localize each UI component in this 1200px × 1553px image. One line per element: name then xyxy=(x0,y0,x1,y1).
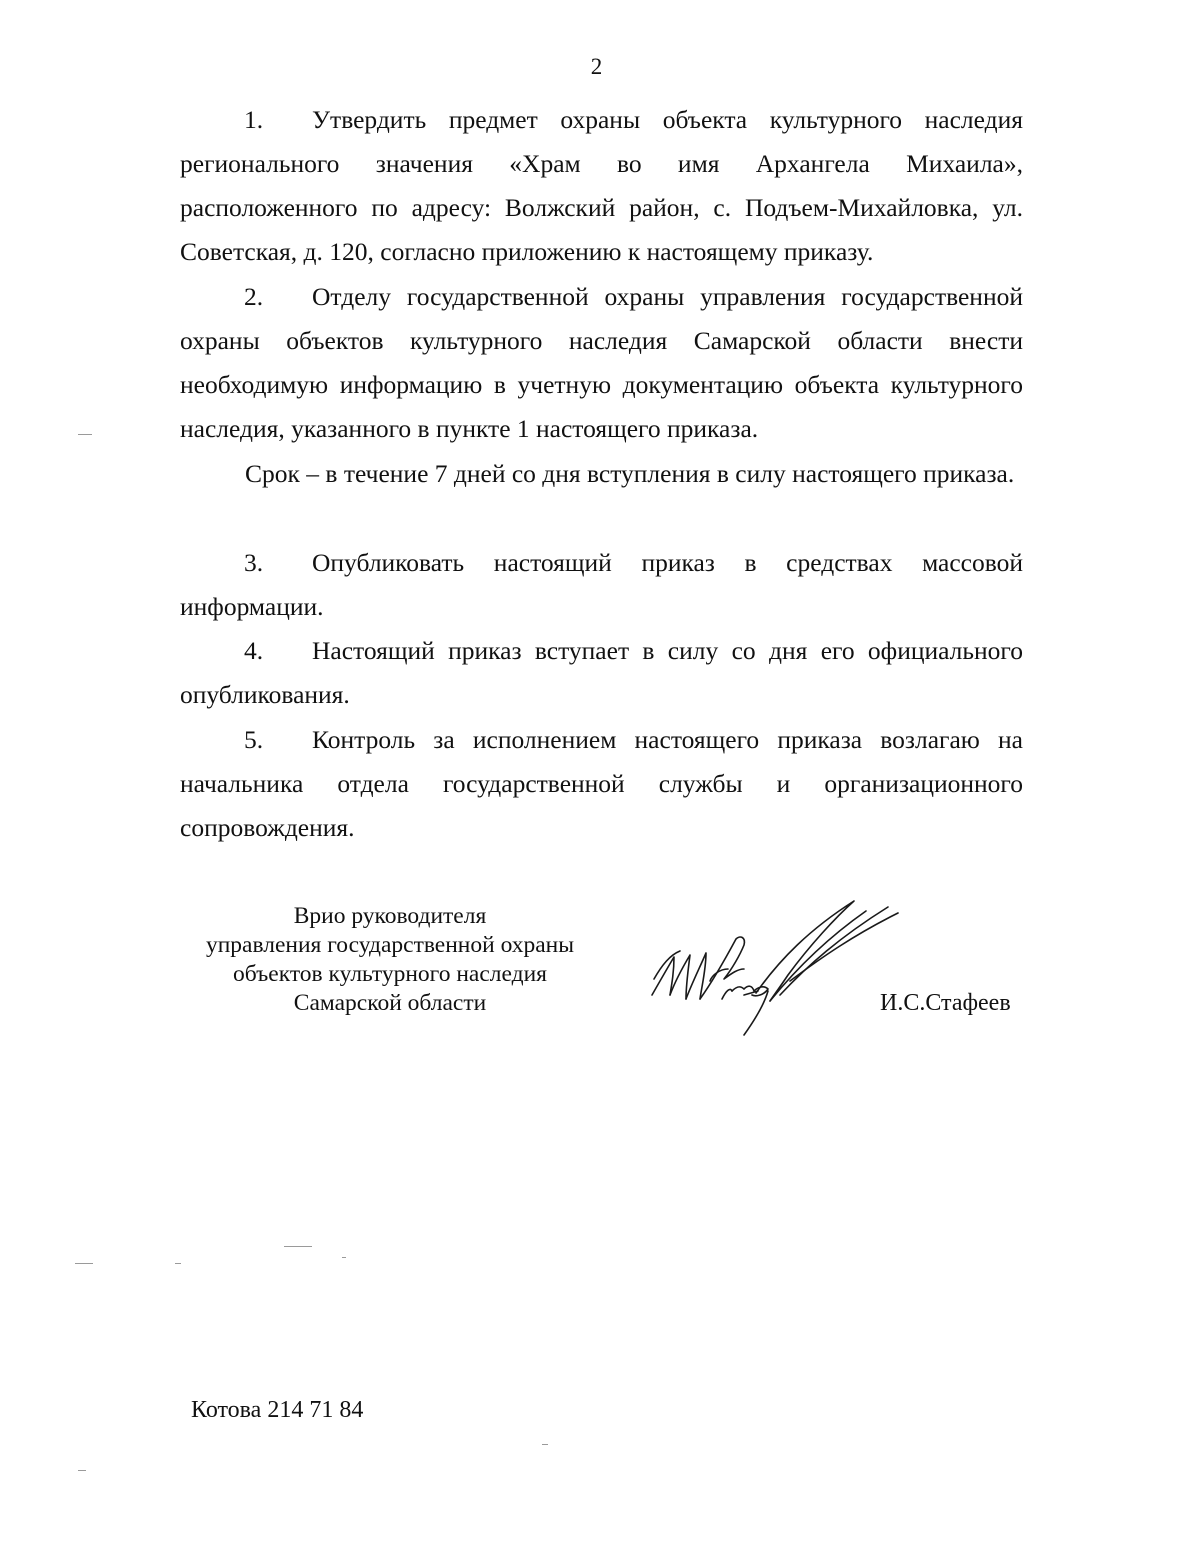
item-number: 2. xyxy=(244,282,264,311)
item-number: 3. xyxy=(244,548,264,577)
item-text: Отделу государственной охраны управления государственной охраны объектов культурного наследия Самарской области внести необходимую информацию в учетную документацию объекта культурного наследия, указанного в пункте 1 настоящего приказа. xyxy=(180,282,1023,443)
item-text: Контроль за исполнением настоящего приказа возлагаю на начальника отдела государственной службы и организационного сопровождения. xyxy=(180,725,1023,842)
page-number: 2 xyxy=(590,54,603,79)
scan-artifact xyxy=(175,1263,181,1264)
deadline-text: Срок – в течение 7 дней со дня вступления в силу настоящего приказа. xyxy=(245,459,1015,488)
position-line: Самарской области xyxy=(293,990,487,1016)
scan-artifact xyxy=(78,1470,86,1471)
order-item-4 xyxy=(180,629,1023,717)
order-item-3 xyxy=(180,541,1023,629)
item-number: 5. xyxy=(244,725,264,754)
position-line: Врио руководителя xyxy=(293,903,487,929)
handwritten-signature xyxy=(640,895,900,1040)
item-number: 4. xyxy=(244,636,264,665)
scan-artifact xyxy=(542,1444,548,1445)
order-item-5 xyxy=(180,718,1023,850)
scan-artifact xyxy=(75,1263,93,1264)
item-number: 1. xyxy=(244,105,264,134)
position-line: объектов культурного наследия xyxy=(233,961,547,987)
order-item-2 xyxy=(180,275,1023,451)
scan-artifact xyxy=(284,1246,312,1247)
contact-info: Котова 214 71 84 xyxy=(191,1397,364,1423)
signer-name: И.С.Стафеев xyxy=(880,990,1011,1016)
signer-position xyxy=(180,902,600,1018)
item-text: Настоящий приказ вступает в силу со дня его официального опубликования. xyxy=(180,636,1023,709)
item-text: Утвердить предмет охраны объекта культурного наследия регионального значения «Храм во имя Архангела Михаила», расположенного по адресу: Волжский район, с. Подъем-Михайловка, ул. Советская, д. 120, согласно приложению к настоящему приказу. xyxy=(180,105,1023,266)
scan-artifact xyxy=(342,1257,346,1258)
item-text: Опубликовать настоящий приказ в средствах массовой информации. xyxy=(180,548,1023,621)
order-item-1 xyxy=(180,98,1023,274)
scan-artifact xyxy=(78,434,92,435)
position-line: управления государственной охраны xyxy=(205,932,575,958)
